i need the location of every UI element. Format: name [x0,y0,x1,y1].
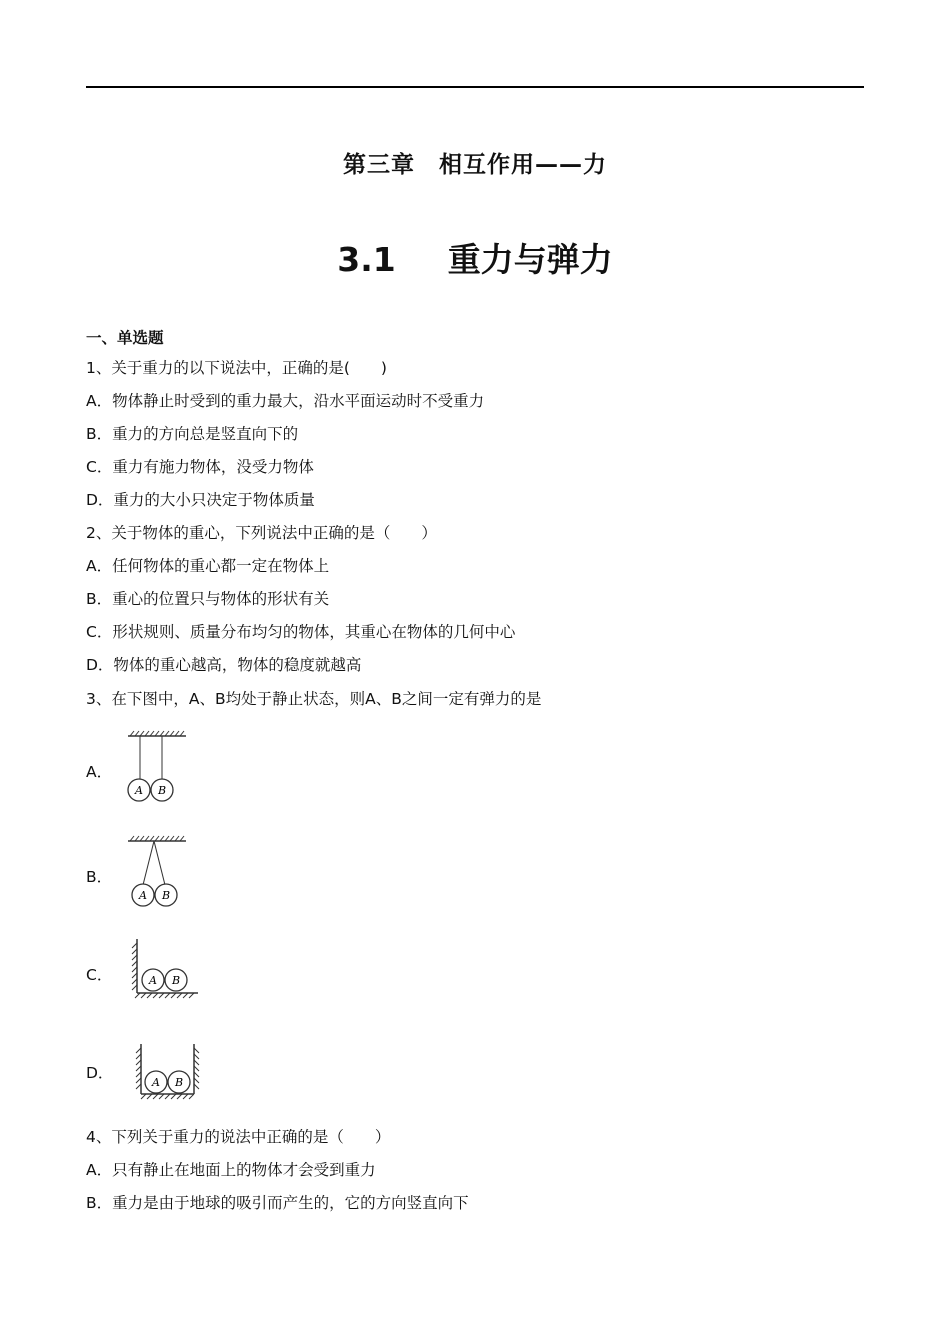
question-2-option-c: C．形状规则、质量分布均匀的物体，其重心在物体的几何中心 [86,623,516,641]
figure-a-ball-b-text: B [158,784,167,797]
question-4-stem: 4、下列关于重力的说法中正确的是（ ） [86,1128,391,1146]
section-name: 重力与弹力 [447,240,613,279]
question-2-option-d: D．物体的重心越高，物体的稳度就越高 [86,656,362,674]
question-4-option-b: B．重力是由于地球的吸引而产生的，它的方向竖直向下 [86,1194,469,1212]
figure-b-ball-a-text: A [139,889,147,902]
question-3-option-d-label: D． [86,1064,114,1082]
question-3-stem: 3、在下图中，A、B均处于静止状态，则A、B之间一定有弹力的是 [86,690,542,708]
question-1-option-b: B．重力的方向总是竖直向下的 [86,425,299,443]
question-2-option-a: A．任何物体的重心都一定在物体上 [86,557,330,575]
figure-c-ball-a-text: A [149,974,157,987]
question-4-option-a: A．只有静止在地面上的物体才会受到重力 [86,1161,376,1179]
figure-a-parallel-strings [120,730,200,810]
question-2-stem: 2、关于物体的重心，下列说法中正确的是（ ） [86,524,437,542]
figure-c-ball-b-text: B [172,974,181,987]
question-3-option-a-label: A． [86,763,113,781]
question-3-option-c-label: C． [86,966,113,984]
figure-d-container [132,1040,207,1108]
figure-d-ball-a-text: A [152,1076,160,1089]
section-number: 3.1 [337,240,396,279]
top-rule [86,86,864,88]
part-heading: 一、单选题 [86,329,164,347]
figure-b-ball-b-text: B [162,889,171,902]
question-1-stem: 1、关于重力的以下说法中，正确的是( ) [86,359,387,377]
figure-c-corner [128,935,208,1005]
question-1-option-d: D．重力的大小只决定于物体质量 [86,491,315,509]
question-1-option-c: C．重力有施力物体，没受力物体 [86,458,314,476]
section-title [0,234,950,281]
question-3-option-b-label: B． [86,868,113,886]
question-1-option-a: A．物体静止时受到的重力最大，沿水平面运动时不受重力 [86,392,485,410]
question-2-option-b: B．重心的位置只与物体的形状有关 [86,590,330,608]
figure-d-ball-b-text: B [175,1076,184,1089]
figure-b-common-point [120,835,200,915]
figure-a-ball-a-text: A [135,784,143,797]
chapter-title: 第三章 相互作用——力 [343,152,607,178]
